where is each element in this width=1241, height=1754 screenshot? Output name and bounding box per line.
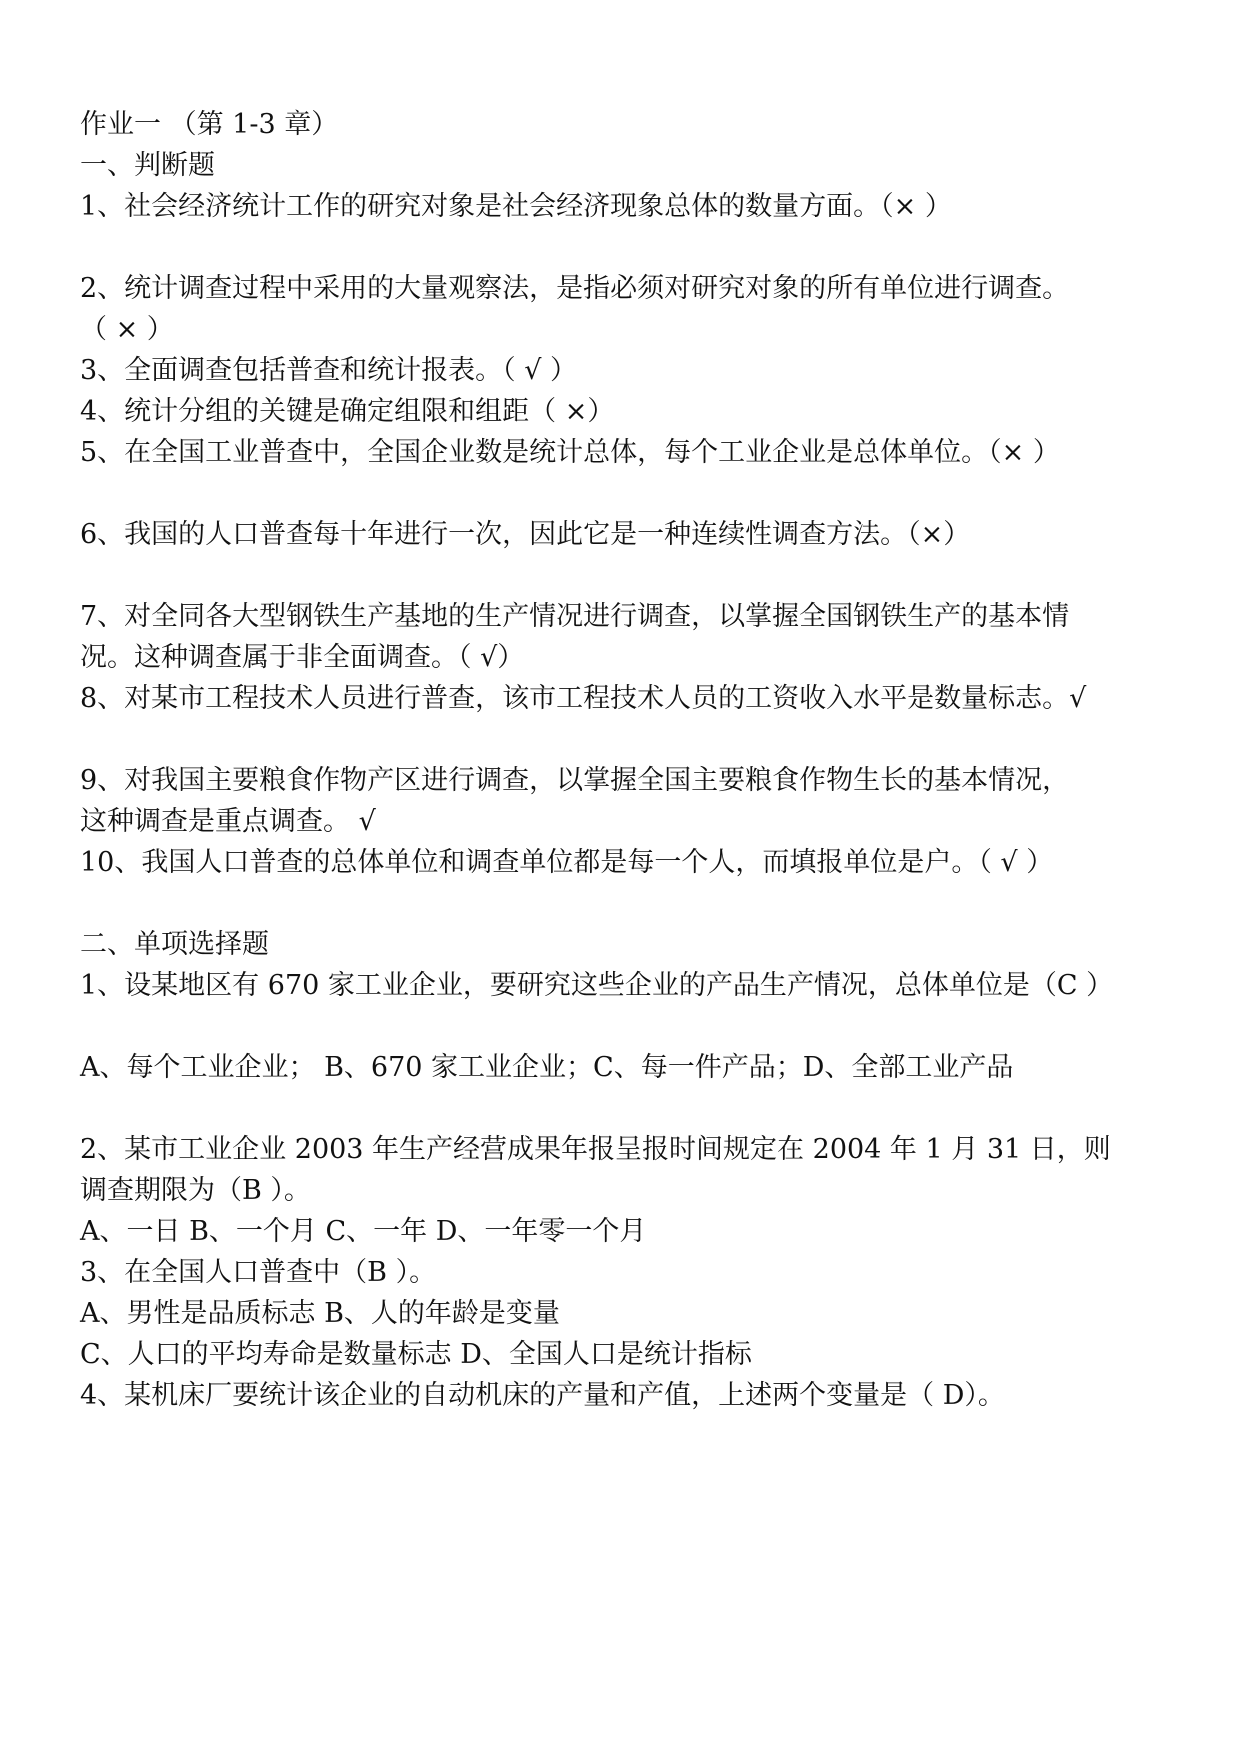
section-heading-judgment: 一、判断题	[80, 150, 215, 181]
choice-question-2-options: A、一日 B、一个月 C、一年 D、一年零一个月	[80, 1216, 647, 1247]
judgment-item-2-cont: （ × ）	[80, 314, 174, 345]
choice-question-3-options-ab: A、男性是品质标志 B、人的年龄是变量	[80, 1298, 560, 1329]
judgment-item-9-cont: 这种调查是重点调查。 √	[80, 806, 376, 837]
choice-question-1: 1、设某地区有 670 家工业企业，要研究这些企业的产品生产情况，总体单位是（C ）	[80, 970, 1114, 1001]
judgment-item-2: 2、统计调查过程中采用的大量观察法，是指必须对研究对象的所有单位进行调查。	[80, 273, 1070, 304]
judgment-item-7: 7、对全同各大型钢铁生产基地的生产情况进行调查，以掌握全国钢铁生产的基本情	[80, 601, 1070, 632]
document-page	[80, 104, 1180, 1416]
judgment-item-4: 4、统计分组的关键是确定组限和组距（ ×）	[80, 396, 615, 427]
judgment-item-6: 6、我国的人口普查每十年进行一次，因此它是一种连续性调查方法。（×）	[80, 519, 971, 550]
document-title: 作业一 （第 1-3 章）	[80, 109, 339, 140]
section-heading-single-choice: 二、单项选择题	[80, 929, 269, 960]
judgment-item-8: 8、对某市工程技术人员进行普查，该市工程技术人员的工资收入水平是数量标志。√	[80, 683, 1087, 714]
judgment-item-5: 5、在全国工业普查中，全国企业数是统计总体，每个工业企业是总体单位。（× ）	[80, 437, 1060, 468]
judgment-item-3: 3、全面调查包括普查和统计报表。（ √ ）	[80, 355, 578, 386]
choice-question-2: 2、某市工业企业 2003 年生产经营成果年报呈报时间规定在 2004 年 1 月 31 日，则	[80, 1134, 1111, 1165]
judgment-item-1: 1、社会经济统计工作的研究对象是社会经济现象总体的数量方面。（× ）	[80, 191, 952, 222]
choice-question-4: 4、某机床厂要统计该企业的自动机床的产量和产值，上述两个变量是（ D）。	[80, 1380, 1005, 1411]
choice-question-3: 3、在全国人口普查中（B ）。	[80, 1257, 437, 1288]
judgment-item-7-cont: 况。这种调查属于非全面调查。（ √）	[80, 642, 525, 673]
choice-question-1-options: A、每个工业企业； B、670 家工业企业；C、每一件产品；D、全部工业产品	[80, 1052, 1014, 1083]
choice-question-3-options-cd: C、人口的平均寿命是数量标志 D、全国人口是统计指标	[80, 1339, 752, 1370]
judgment-item-10: 10、我国人口普查的总体单位和调查单位都是每一个人，而填报单位是户。（ √ ）	[80, 847, 1054, 878]
choice-question-2-cont: 调查期限为（B ）。	[80, 1175, 311, 1206]
judgment-item-9: 9、对我国主要粮食作物产区进行调查，以掌握全国主要粮食作物生长的基本情况，	[80, 765, 1070, 796]
